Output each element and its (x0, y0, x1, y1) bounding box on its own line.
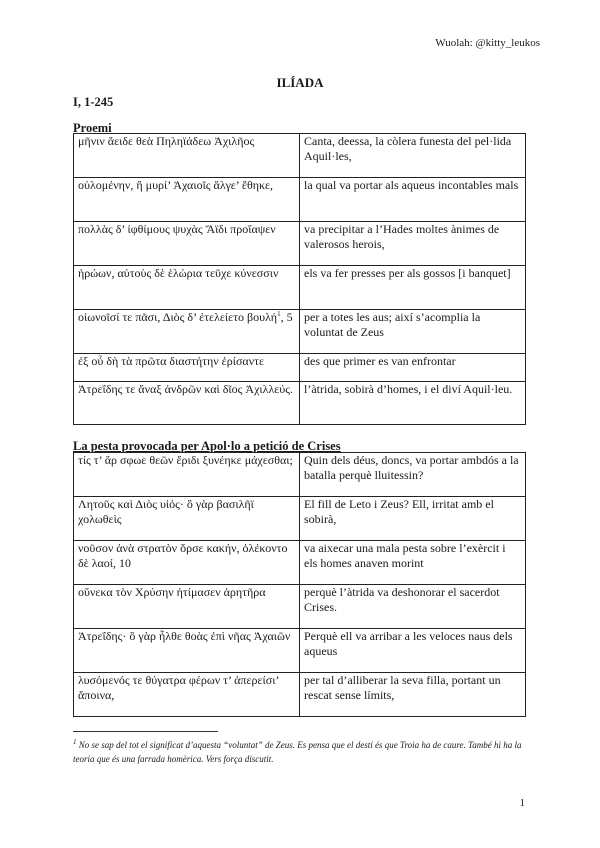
catalan-translation: Perquè ell va arribar a les veloces naus dels aqueus (300, 629, 526, 673)
catalan-translation: l’àtrida, sobirà d’homes, i el diví Aquil·leu. (300, 382, 526, 425)
pesta-table (73, 452, 526, 717)
footnote-ref: 1 (277, 310, 281, 318)
catalan-translation: perquè l’àtrida va deshonorar el sacerdot Crises. (300, 585, 526, 629)
catalan-translation: Quin dels déus, doncs, va portar ambdós a la batalla perquè lluitessin? (300, 453, 526, 497)
catalan-translation: des que primer es van enfrontar (300, 354, 526, 382)
footnote-mark: 1 (73, 738, 77, 746)
table-row (74, 222, 526, 266)
table-row (74, 354, 526, 382)
greek-verse: πολλὰς δ’ ἰφθίμους ψυχὰς Ἄϊδι προΐαψεν (74, 222, 300, 266)
catalan-translation: El fill de Leto i Zeus? Ell, irritat amb el sobirà, (300, 497, 526, 541)
table-row (74, 673, 526, 717)
catalan-translation: la qual va portar als aqueus incontables mals (300, 178, 526, 222)
catalan-translation: per tal d’alliberar la seva filla, portant un rescat sense límits, (300, 673, 526, 717)
table-row (74, 541, 526, 585)
greek-verse: λυσόμενός τε θύγατρα φέρων τ’ ἀπερείσι’ ἄποινα, (74, 673, 300, 717)
table-row (74, 382, 526, 425)
greek-verse: Ἀτρεΐδης τε ἄναξ ἀνδρῶν καὶ δῖος Ἀχιλλεύς. (74, 382, 300, 425)
catalan-translation: Canta, deessa, la còlera funesta del pel·lida Aquil·les, (300, 134, 526, 178)
table-row (74, 453, 526, 497)
greek-verse (74, 310, 300, 354)
line-number: , 5 (280, 310, 293, 324)
greek-verse: Ἀτρεΐδης· ὃ γὰρ ἦλθε θοὰς ἐπὶ νῆας Ἀχαιῶν (74, 629, 300, 673)
greek-verse: οὐλομένην, ἣ μυρί’ Ἀχαιοῖς ἄλγε’ ἔθηκε, (74, 178, 300, 222)
greek-verse: ἐξ οὗ δὴ τὰ πρῶτα διαστήτην ἐρίσαντε (74, 354, 300, 382)
wuolah-watermark: Wuolah: @kitty_leukos (435, 37, 540, 49)
table-row (74, 178, 526, 222)
greek-verse: νοῦσον ἀνὰ στρατὸν ὄρσε κακήν, ὀλέκοντο δὲ λαοί, 10 (74, 541, 300, 585)
greek-verse: ἡρώων, αὐτοὺς δὲ ἑλώρια τεῦχε κύνεσσιν (74, 266, 300, 310)
greek-verse: Λητοῦς καὶ Διὸς υἱός· ὃ γὰρ βασιλῆϊ χολωθεὶς (74, 497, 300, 541)
section-title-pesta: La pesta provocada per Apol·lo a petició de Crises (73, 439, 341, 453)
footnote-text: No se sap del tot el significat d’aquesta “voluntat” de Zeus. Es pensa que el destí és que Troia ha de caure. També hi ha la teoria que és una farrada homèrica. Vers força discutit. (73, 740, 522, 764)
table-row (74, 497, 526, 541)
footnote-separator (73, 731, 218, 732)
table-row (74, 134, 526, 178)
document-title: ILÍADA (276, 75, 324, 90)
catalan-translation: per a totes les aus; així s’acomplia la voluntat de Zeus (300, 310, 526, 354)
greek-verse-text: οἰωνοῖσί τε πᾶσι, Διὸς δ’ ἐτελείετο βουλή (78, 310, 278, 324)
table-row (74, 585, 526, 629)
footnote (73, 738, 533, 766)
greek-verse: οὕνεκα τὸν Χρύσην ἠτίμασεν ἀρητῆρα (74, 585, 300, 629)
greek-verse: τίς τ’ ἄρ σφωε θεῶν ἔριδι ξυνέηκε μάχεσθαι; (74, 453, 300, 497)
greek-verse: μῆνιν ἄειδε θεὰ Πηληϊάδεω Ἀχιλῆος (74, 134, 300, 178)
table-row (74, 629, 526, 673)
table-row (74, 310, 526, 354)
catalan-translation: va precipitar a l’Hades moltes ànimes de valerosos herois, (300, 222, 526, 266)
catalan-translation: va aixecar una mala pesta sobre l’exèrcit i els homes anaven morint (300, 541, 526, 585)
catalan-translation: els va fer presses per als gossos [i banquet] (300, 266, 526, 310)
section-title-proemi: Proemi (73, 121, 112, 135)
page-number: 1 (519, 797, 525, 809)
table-row (74, 266, 526, 310)
verse-range: I, 1-245 (73, 95, 114, 109)
proemi-table (73, 133, 526, 425)
